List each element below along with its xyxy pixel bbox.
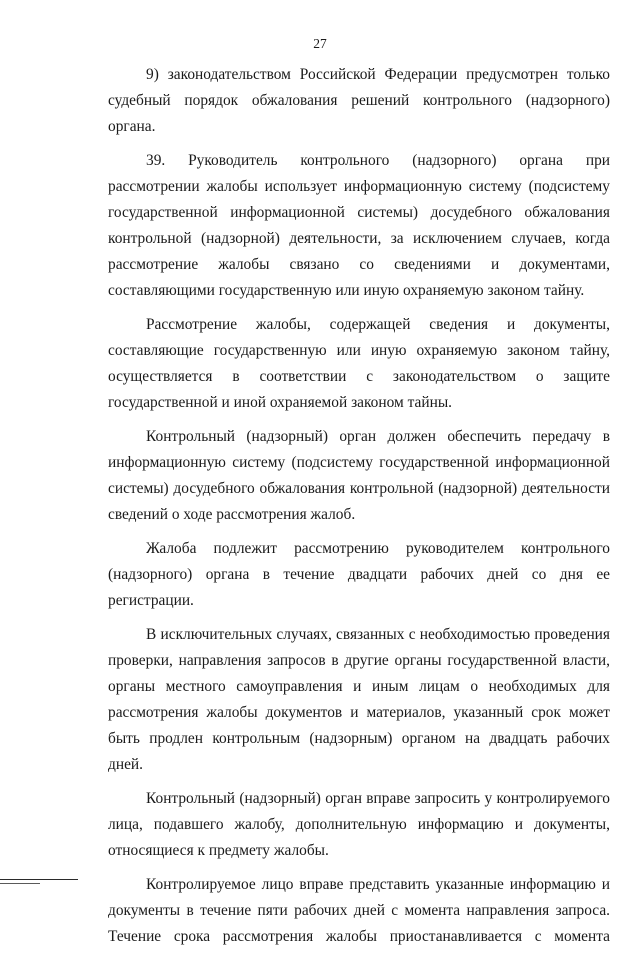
paragraph-request-info: Контрольный (надзорный) орган вправе запросить у контролируемого лица, подавшего жалобу, дополнительную информацию и документы, относящиеся к предмету жалобы. — [108, 790, 610, 859]
paragraph-term-extension: В исключительных случаях, связанных с необходимостью проведения проверки, направления запросов в другие органы государственной власти, органы местного самоуправления и иным лицам о необходимых для рассмотрения жалобы документов и материалов, указанный срок может быть продлен контрольным (надзорным) органом на двадцать рабочих дней. — [108, 626, 610, 773]
paragraph-secret-review: Рассмотрение жалобы, содержащей сведения и документы, составляющие государственную или иную охраняемую законом тайну, осуществляется в соответствии с законодательством о защите государственной и иной охраняемой законом тайны. — [108, 316, 610, 411]
paragraph-clause-39: 39. Руководитель контрольного (надзорного) органа при рассмотрении жалобы использует информационную систему (подсистему государственной информационной системы) досудебного обжалования контрольной (надзорной) деятельности, за исключением случаев, когда рассмотрение жалобы связано со сведениями и документами, составляющими государственную или иную охраняемую законом тайну. — [108, 152, 610, 299]
paragraph-info-transfer: Контрольный (надзорный) орган должен обеспечить передачу в информационную систему (подсистему государственной информационной системы) досудебного обжалования контрольной (надзорной) деятельности сведений о ходе рассмотрения жалоб. — [108, 428, 610, 523]
paragraph-review-term: Жалоба подлежит рассмотрению руководителем контрольного (надзорного) органа в течение двадцати рабочих дней со дня ее регистрации. — [108, 540, 610, 609]
footer-rule-secondary — [0, 883, 40, 884]
paragraph-provide-info: Контролируемое лицо вправе представить указанные информацию и документы в течение пяти рабочих дней с момента направления запроса. Течение срока рассмотрения жалобы приостанавливается с момента — [108, 876, 610, 945]
paragraph-item-9: 9) законодательством Российской Федерации предусмотрен только судебный порядок обжалования решений контрольного (надзорного) органа. — [108, 66, 610, 135]
document-body — [108, 62, 610, 958]
page-number: 27 — [313, 36, 327, 51]
footer-rule — [0, 879, 78, 880]
